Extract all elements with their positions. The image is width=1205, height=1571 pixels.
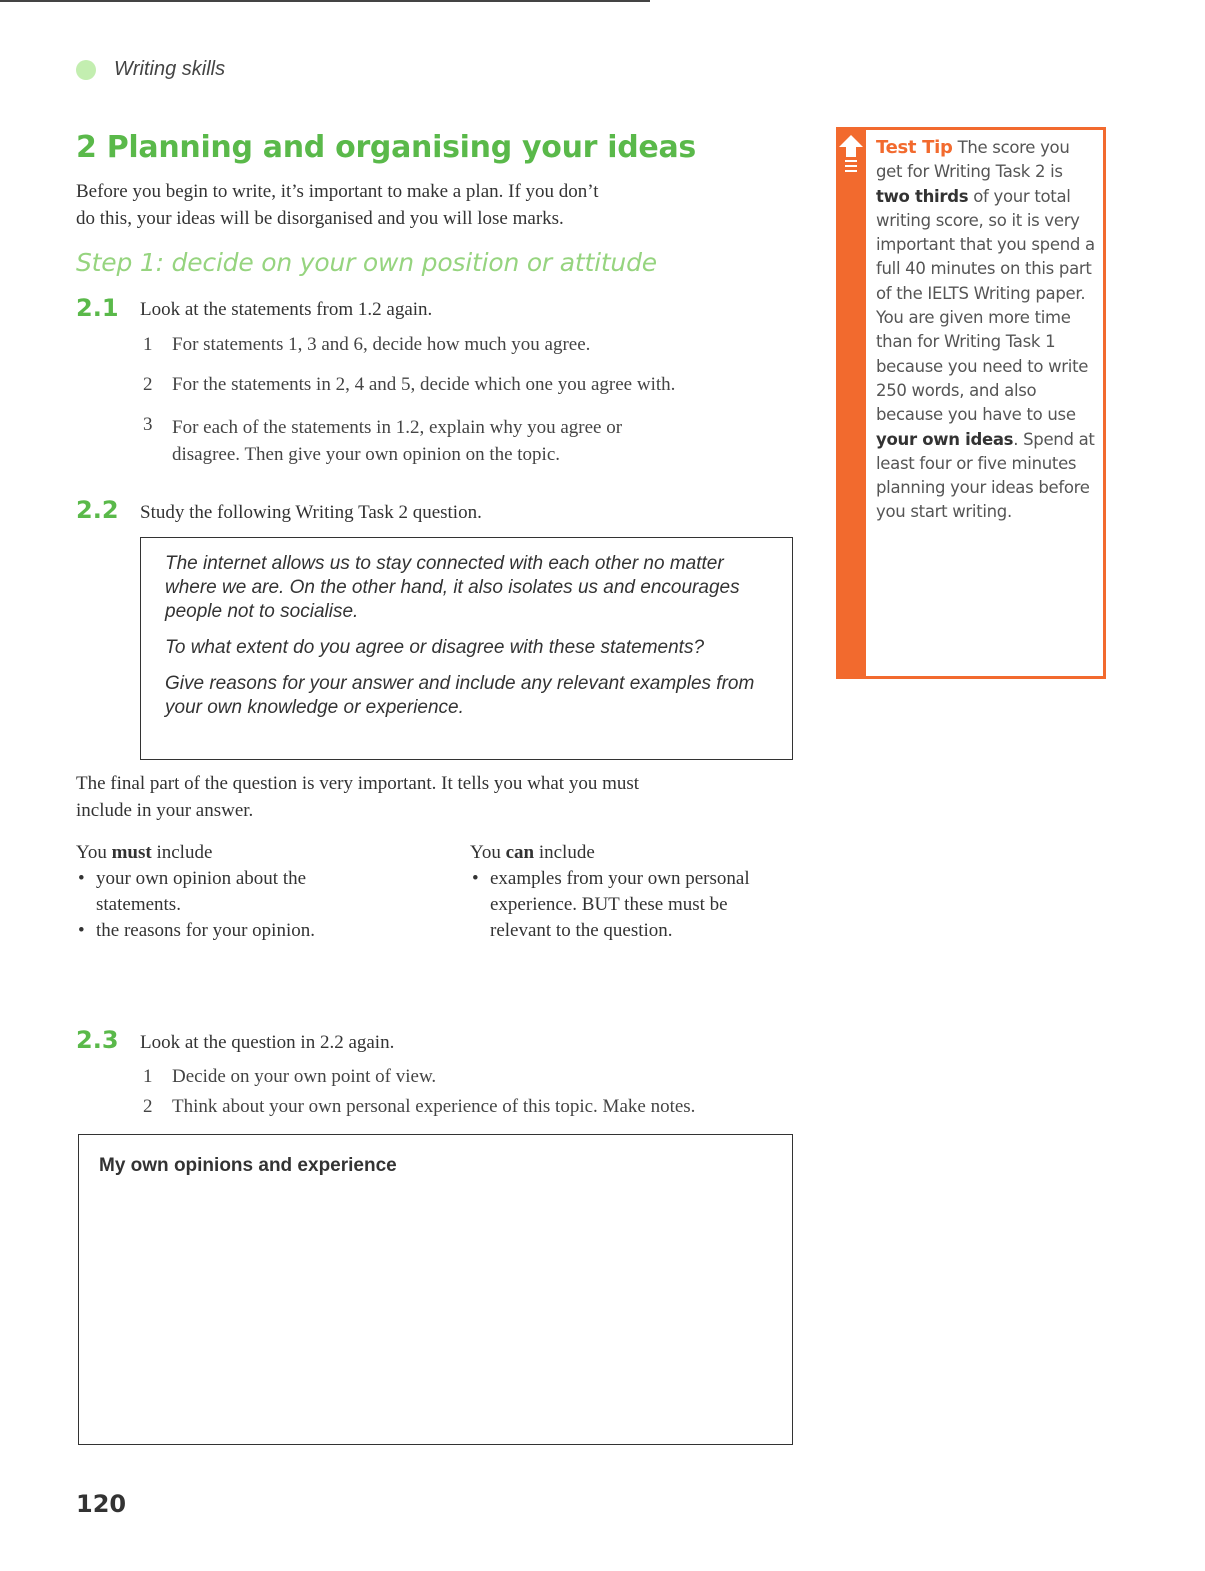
section-label: Writing skills bbox=[114, 58, 226, 80]
tip-text: of your total writing score, so it is very important that you spend a full 40 minutes on this part of the IELTS Writing paper. You are given more time than for Writing Task 1 because you need to write 250 words, and also because you have to use bbox=[876, 186, 1095, 425]
list-item: Decide on your own point of view. bbox=[172, 1066, 437, 1087]
bullet: • examples from your own personal experience. BUT these must be relevant to the question. bbox=[470, 866, 850, 944]
question-text: The internet allows us to stay connected with each other no matter where we are. On the other hand, it also isolates us and encourages people not to socialise. bbox=[165, 553, 740, 622]
exercise-number: 2.1 bbox=[76, 294, 119, 322]
bullet: • the reasons for your opinion. bbox=[76, 918, 426, 944]
must-include bbox=[76, 840, 426, 944]
exercise-number: 2.3 bbox=[76, 1026, 119, 1054]
section-bullet-icon bbox=[76, 60, 96, 80]
top-rule bbox=[0, 0, 650, 2]
page-number: 120 bbox=[76, 1490, 127, 1518]
explanation-line: The final part of the question is very important. It tells you what you must bbox=[76, 773, 640, 794]
bullet-text: relevant to the question. bbox=[490, 920, 673, 941]
list-number: 1 bbox=[143, 334, 153, 355]
question-box bbox=[140, 537, 793, 760]
label: You bbox=[470, 842, 506, 863]
bullet-text: experience. BUT these must be bbox=[490, 894, 728, 915]
bullet: • your own opinion about the statements. bbox=[76, 866, 426, 918]
exercise-instruction: Look at the statements from 1.2 again. bbox=[140, 299, 433, 320]
list-item-line: For each of the statements in 1.2, explain why you agree or bbox=[172, 417, 623, 438]
arrow-up-icon bbox=[836, 127, 866, 177]
list-item: Think about your own personal experience of this topic. Make notes. bbox=[172, 1096, 696, 1117]
list-item: For statements 1, 3 and 6, decide how much you agree. bbox=[172, 334, 591, 355]
explanation bbox=[76, 770, 639, 824]
label: include bbox=[534, 842, 595, 863]
bullet-text: your own opinion about the bbox=[96, 868, 307, 889]
label: include bbox=[151, 842, 213, 863]
question-prompt: To what extent do you agree or disagree with these statements? bbox=[165, 637, 705, 658]
question-instruction: Give reasons for your answer and include any relevant examples from your own knowledge or experience. bbox=[165, 673, 755, 718]
intro-line: Before you begin to write, it’s important to make a plan. If you don’t bbox=[76, 181, 599, 202]
list-number: 2 bbox=[143, 374, 153, 395]
intro-line: do this, your ideas will be disorganised and you will lose marks. bbox=[76, 208, 564, 229]
label-emphasis: must bbox=[111, 842, 152, 863]
test-tip-label: Test Tip bbox=[876, 137, 953, 158]
exercise-number: 2.2 bbox=[76, 496, 119, 524]
label-emphasis: can bbox=[505, 842, 535, 863]
intro bbox=[76, 178, 599, 232]
tip-emphasis: two thirds bbox=[876, 186, 969, 206]
list-item-line: disagree. Then give your own opinion on the topic. bbox=[172, 444, 561, 465]
can-include bbox=[470, 840, 850, 944]
tip-text: The score you get for Writing Task 2 is bbox=[876, 138, 1070, 182]
bullet-text: examples from your own personal bbox=[490, 868, 750, 889]
test-tip-text bbox=[876, 136, 1098, 525]
page-title: 2 Planning and organising your ideas bbox=[76, 130, 696, 165]
list-item bbox=[172, 414, 622, 468]
tip-text: . Spend at least four or five minutes planning your ideas before you start writing. bbox=[876, 429, 1095, 522]
list-number: 2 bbox=[143, 1096, 153, 1117]
bullet-text: the reasons for your opinion. bbox=[96, 920, 315, 941]
list-number: 3 bbox=[143, 414, 153, 435]
label: You bbox=[76, 842, 112, 863]
list-number: 1 bbox=[143, 1066, 153, 1087]
list-item: For the statements in 2, 4 and 5, decide which one you agree with. bbox=[172, 374, 676, 395]
explanation-line: include in your answer. bbox=[76, 800, 254, 821]
step-heading: Step 1: decide on your own position or attitude bbox=[76, 248, 657, 277]
tip-emphasis: your own ideas bbox=[876, 429, 1014, 449]
notes-box[interactable] bbox=[78, 1134, 793, 1445]
test-tip-bar bbox=[836, 127, 866, 679]
exercise-instruction: Look at the question in 2.2 again. bbox=[140, 1032, 395, 1053]
exercise-instruction: Study the following Writing Task 2 question. bbox=[140, 502, 482, 523]
bullet-text: statements. bbox=[96, 894, 181, 915]
notes-title: My own opinions and experience bbox=[99, 1155, 397, 1176]
